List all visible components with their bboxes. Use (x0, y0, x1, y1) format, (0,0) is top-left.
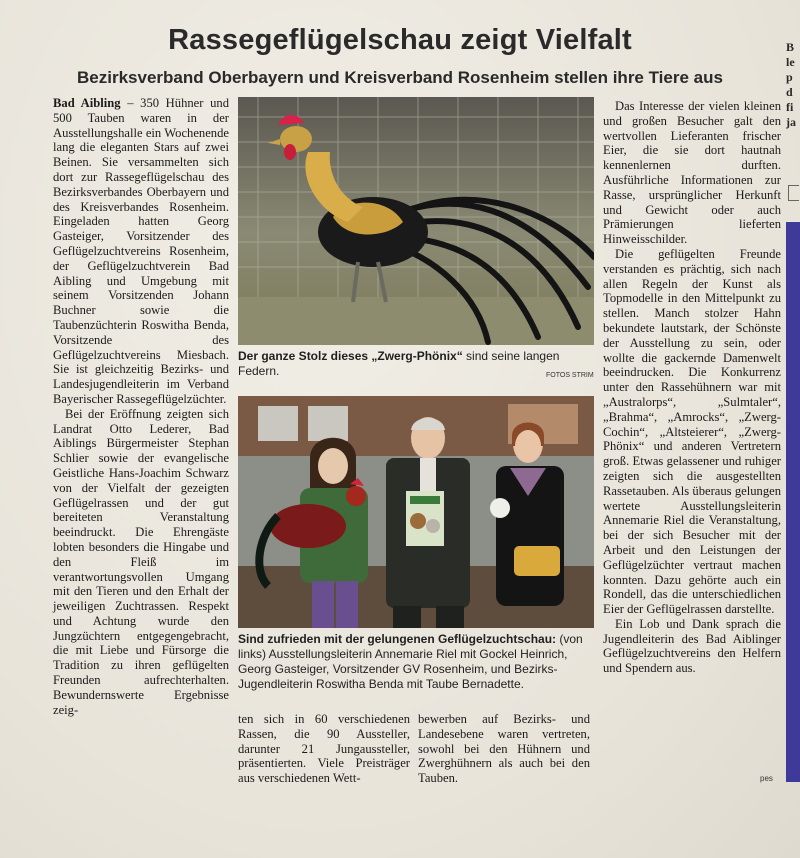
caption-bold: Der ganze Stolz dieses „Zwerg-Phönix“ (238, 349, 463, 363)
dateline: Bad Aibling (53, 96, 121, 110)
adjacent-article-edge: B le p d fi ja (786, 40, 796, 129)
subheadline: Bezirksverband Oberbayern und Kreisverband Rosenheim stellen ihre Tiere aus (77, 68, 723, 87)
photo-caption-group (238, 632, 594, 692)
paragraph-1: Das Interesse der vielen kleinen und großen Besucher galt den wertvollen Lieferanten frischer Eier, die sie dort hautnah kennenlernen durften. Ausführliche Informationen zur Rasse, ursprünglicher Herkunft und Gewicht oder auch Prämierungen lieferten Hinweisschilder. (603, 99, 781, 247)
author-initials: pes (760, 774, 773, 783)
article-column-2 (238, 712, 410, 786)
paragraph: bewerben auf Bezirks- und Landesebene waren vertreten, sowohl bei den Hühnern und Zwerghühnern als auch bei den Tauben. (418, 712, 590, 786)
photo-organizers-group (238, 396, 594, 628)
paragraph-1: – 350 Hühner und 500 Tauben waren in der Ausstellungshalle ein Wochenende lang die eleganten Stars auf zwei Beinen. Sie versammelten sich dort zur Rassegeflügelschau des Bezirksverbandes Oberbayern und des Kreisverbandes Rosenheim. Eingeladen hatten Georg Gasteiger, Vorsitzender des Geflügelzuchtvereins Rosenheim, der Geflügelzuchtverein Bad Aibling und Umgebung mit seinem Vorsitzenden Johann Buchner sowie die Taubenzüchterin Roswitha Benda, Vorsitzende des Geflügelzuchtvereins Miesbach. Sie ist gleichzeitig Bezirks- und Landesjugendleiterin im Verband Bayerischer Rassegeflügelzüchter. (53, 96, 229, 406)
paragraph-3: Ein Lob und Dank sprach die Jugendleiterin des Bad Aiblinger Geflügelzuchtvereins den Helfern und Spendern aus. (603, 616, 781, 676)
paragraph-2: Die geflügelten Freunde verstanden es prächtig, sich nach allen Regeln der Kunst als Topmodelle in den Mittelpunkt zu stellen. Manch stolzer Hahn bekundete lautstark, der Schönste der Ausstellung zu sein, oder wollte die gackernde Damenwelt beeindrucken. Die Konkurrenz unter den Rassehühnern war mit „Australorps“, „Sulmtaler“, „Brahma“, „Amrocks“, „Zwerg-Cochin“, „Altsteierer“, „Zwerg-Phönix“ und anderen Vertretern groß. Etwas gelassener und ruhiger zeigten sich die ausgestellten Rassetauben. Als überaus gelungen wertete Ausstellungsleiterin Annemarie Riel die Veranstaltung, bei der sich Besucher mit der Arbeit und den Leistungen der Geflügelzüchter vertraut machen konnten. Dazu gehörte auch ein Rondell, das die unterschiedlichen Eier der Geflügelrassen darstellte. (603, 246, 781, 617)
caption-text: (von links) Ausstellungsleiterin Annemarie Riel mit Gockel Heinrich, Georg Gasteiger, Vorsitzender GV Rosenheim, und Bezirks-Jugendleiterin Roswitha Benda mit Taube Bernadette. (238, 632, 583, 691)
photo-caption-rooster (238, 349, 594, 379)
photo-zwerg-phoenix-rooster (238, 97, 594, 345)
article-column-3 (418, 712, 590, 786)
caption-bold: Sind zufrieden mit der gelungenen Geflügelzuchtschau: (238, 632, 557, 646)
caption-text: sind seine langen Federn. (238, 349, 560, 378)
paragraph-2: Bei der Eröffnung zeigten sich Landrat Otto Lederer, Bad Aiblings Bürgermeister Stephan Schlier sowie der evangelische Geistliche Hans-Joachim Schwarz von der Vielfalt der gezeigten Geflügelrassen und der gut bereiteten Veranstaltung beeindruckt. Die Ehrengäste lobten besonders die Hingabe und den Fleiß im verantwortungsvollen Umgang mit den Tieren und den Erhalt der jeweiligen Zuchtrassen. Respekt und Achtung wurde den Jungzüchtern entgegengebracht, die mit Liebe und Fürsorge die Tradition zu ihren geflügelten Freunden aufrechterhalten. Bewundernswerte Ergebnisse zeig- (53, 406, 229, 717)
article-column-4 (603, 99, 781, 676)
article-column-1 (53, 96, 229, 717)
adjacent-color-bar (786, 222, 800, 782)
adjacent-article-frame (788, 185, 799, 201)
paragraph: ten sich in 60 verschiedenen Rassen, die 90 Aussteller, darunter 21 Jungaussteller, präsentierten. Viele Preisträger aus verschiedenen Wett- (238, 712, 410, 786)
photo-credit: FOTOS STRIM (546, 372, 594, 379)
headline: Rassegeflügelschau zeigt Vielfalt (168, 24, 632, 56)
